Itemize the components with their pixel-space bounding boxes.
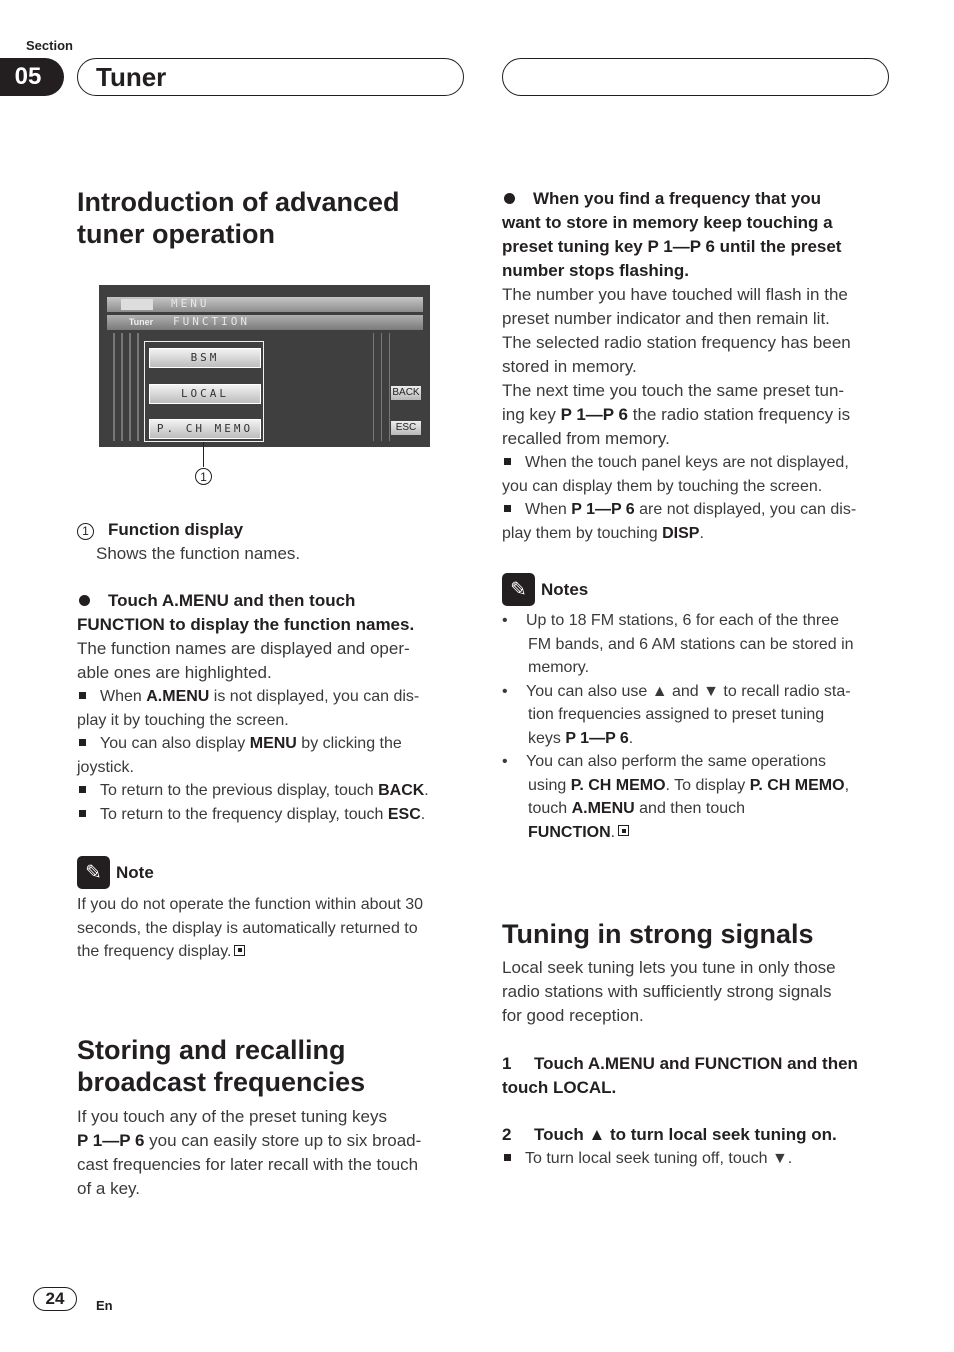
- bullet-char: •: [502, 682, 508, 700]
- store-heading-line1: Storing and recalling: [77, 1035, 346, 1065]
- r-bold-4: number stops flashing.: [502, 261, 690, 280]
- square-bullet: [504, 1154, 511, 1161]
- store-line-2b: you can easily store up to six broad-: [144, 1131, 422, 1150]
- stripe: [137, 333, 139, 441]
- local-button: LOCAL: [149, 384, 261, 404]
- intro-heading-line1: Introduction of advanced: [77, 187, 400, 217]
- stripe: [121, 333, 123, 441]
- bsm-button: BSM: [149, 348, 261, 368]
- tuner-tab: Tuner: [128, 317, 154, 327]
- section-title-text: Tuner: [96, 61, 167, 92]
- language-label: En: [96, 1298, 113, 1313]
- r-s2f: .: [699, 524, 704, 542]
- n2c: keys: [528, 729, 566, 747]
- r-t7: recalled from memory.: [502, 429, 670, 448]
- notes-title: Notes: [541, 579, 589, 599]
- n1c: memory.: [528, 659, 590, 676]
- r-s2b: P 1—P 6: [571, 501, 635, 518]
- r-s1b: you can display them by touching the screen.: [502, 477, 823, 495]
- tune-2: radio stations with sufficiently strong signals: [502, 982, 832, 1001]
- stripe: [373, 333, 374, 441]
- stripe: [381, 333, 382, 441]
- n2e: .: [628, 729, 634, 747]
- pch-memo-button: P. CH MEMO: [149, 419, 261, 439]
- square-bullet: [504, 458, 511, 465]
- n3c: P. CH MEMO: [570, 776, 666, 794]
- store-line-4: of a key.: [77, 1179, 140, 1198]
- step2-note: To turn local seek tuning off, touch ▼.: [525, 1150, 793, 1167]
- r-t1: The number you have touched will flash in the: [502, 285, 848, 304]
- section-label: Section: [26, 38, 73, 53]
- notes-block: [502, 573, 897, 844]
- legend-title: Function display: [108, 520, 244, 539]
- tune-step-1: [502, 1052, 897, 1100]
- note-line-3: the frequency display.: [77, 943, 232, 960]
- menu-bar: [107, 297, 423, 312]
- r-s2e: DISP: [662, 524, 700, 542]
- notes-pencil-icon: ✎: [502, 573, 535, 606]
- esc-button: ESC: [391, 421, 421, 435]
- step-bold-2: FUNCTION to display the function names.: [77, 615, 415, 634]
- b1-d: play it by touching the screen.: [77, 711, 289, 729]
- bullet-dot: [79, 595, 90, 606]
- step-text-2: able ones are highlighted.: [77, 663, 272, 682]
- end-mark-icon: [618, 825, 629, 836]
- b4-c: .: [420, 805, 426, 823]
- n3g: touch: [528, 800, 572, 817]
- tune-heading: Tuning in strong signals: [502, 919, 814, 949]
- r-bold-1: When you find a frequency that you: [533, 189, 822, 208]
- b2-b: MENU: [249, 735, 297, 752]
- n2d: P 1—P 6: [565, 729, 629, 747]
- store-line-1: If you touch any of the preset tuning keys: [77, 1107, 387, 1126]
- b2-d: joystick.: [77, 758, 134, 776]
- n3f: ,: [844, 776, 850, 794]
- n3i: and then touch: [634, 800, 746, 817]
- step1-b: touch LOCAL.: [502, 1078, 617, 1097]
- n2a: You can also use ▲ and ▼ to recall radio sta-: [526, 682, 851, 700]
- stripe: [129, 333, 131, 441]
- store-step: [502, 187, 897, 545]
- r-bold-3: preset tuning key P 1—P 6 until the preset: [502, 237, 842, 256]
- note-block: [77, 856, 467, 964]
- square-bullet: [79, 739, 86, 746]
- step-bold-1: Touch A.MENU and then touch: [108, 591, 356, 610]
- square-bullet: [79, 810, 86, 817]
- legend-text: Shows the function names.: [96, 544, 301, 563]
- tune-1: Local seek tuning lets you tune in only those: [502, 958, 836, 977]
- r-t2: preset number indicator and then remain lit.: [502, 309, 830, 328]
- store-heading: [77, 1034, 467, 1098]
- callout-number: 1: [195, 468, 212, 485]
- tune-section: [502, 918, 897, 1028]
- bullet-char: •: [502, 753, 508, 770]
- r-t3: The selected radio station frequency has been: [502, 333, 851, 352]
- b3-a: To return to the previous display, touch: [100, 782, 379, 799]
- legend-number: 1: [77, 523, 94, 540]
- step2-num: 2: [502, 1125, 512, 1144]
- b3-c: .: [424, 782, 429, 799]
- tune-step-2: [502, 1123, 897, 1171]
- menu-icon: [121, 299, 153, 310]
- b1-c: is not displayed, you can dis-: [209, 688, 420, 705]
- end-mark-icon: [234, 945, 245, 956]
- n3j: FUNCTION: [528, 823, 611, 841]
- r-s2c: are not displayed, you can dis-: [634, 501, 857, 518]
- callout-line: [203, 442, 204, 467]
- intro-heading-line2: tuner operation: [77, 219, 276, 249]
- callout-box: [144, 341, 264, 442]
- b1-b: A.MENU: [146, 688, 210, 705]
- section-title: [77, 58, 464, 96]
- legend: [77, 518, 467, 566]
- store-text: [77, 1105, 467, 1201]
- step1-num: 1: [502, 1054, 512, 1073]
- page-number: 24: [33, 1287, 77, 1311]
- step2-a: Touch ▲ to turn local seek tuning on.: [534, 1125, 837, 1144]
- stripe: [113, 333, 115, 441]
- r-s2a: When: [525, 501, 572, 518]
- n2b: tion frequencies assigned to preset tuning: [528, 706, 825, 723]
- stripe: [389, 333, 390, 441]
- store-line-3: cast frequencies for later recall with the touch: [77, 1155, 419, 1174]
- tune-3: for good reception.: [502, 1006, 644, 1025]
- header-empty-pill: [502, 58, 889, 96]
- r-t6c: the radio station frequency is: [628, 405, 851, 424]
- note-line-1: If you do not operate the function within about 30: [77, 896, 424, 913]
- square-bullet: [79, 786, 86, 793]
- n3k: .: [610, 823, 616, 841]
- r-t6a: ing key: [502, 405, 561, 424]
- b4-a: To return to the frequency display, touch: [100, 805, 388, 823]
- note-title: Note: [116, 862, 154, 882]
- store-line-2a: P 1—P 6: [77, 1131, 145, 1150]
- r-s1a: When the touch panel keys are not displayed,: [525, 454, 849, 471]
- menu-label: MENU: [171, 297, 210, 310]
- store-heading-line2: broadcast frequencies: [77, 1067, 366, 1097]
- bullet-char: •: [502, 612, 508, 629]
- r-bold-2: want to store in memory keep touching a: [502, 213, 833, 232]
- n1b: FM bands, and 6 AM stations can be stored in: [528, 635, 854, 653]
- b4-b: ESC: [387, 805, 421, 823]
- step-touch-amenu: [77, 589, 467, 826]
- b1-a: When: [100, 688, 147, 705]
- r-t5: The next time you touch the same preset tun-: [502, 381, 845, 400]
- n3b: using: [528, 776, 571, 794]
- n3h: A.MENU: [571, 800, 635, 817]
- r-t6b: P 1—P 6: [560, 405, 629, 424]
- intro-heading: [77, 186, 467, 250]
- r-t4: stored in memory.: [502, 357, 637, 376]
- step-text-1: The function names are displayed and oper-: [77, 639, 410, 658]
- square-bullet: [504, 505, 511, 512]
- square-bullet: [79, 692, 86, 699]
- n1a: Up to 18 FM stations, 6 for each of the three: [526, 612, 840, 629]
- bullet-dot: [504, 193, 515, 204]
- section-number: 05: [0, 58, 64, 96]
- n3a: You can also perform the same operations: [526, 753, 827, 770]
- b2-a: You can also display: [100, 735, 250, 752]
- n3d: . To display: [665, 776, 750, 794]
- step1-a: Touch A.MENU and FUNCTION and then: [534, 1054, 858, 1073]
- note-line-2: seconds, the display is automatically returned to: [77, 919, 418, 937]
- note-pencil-icon: ✎: [77, 856, 110, 889]
- b3-b: BACK: [378, 782, 425, 799]
- b2-c: by clicking the: [296, 735, 402, 752]
- function-label: FUNCTION: [173, 315, 250, 328]
- back-button: BACK: [392, 387, 420, 398]
- n3e: P. CH MEMO: [749, 776, 845, 794]
- r-s2d: play them by touching: [502, 524, 663, 542]
